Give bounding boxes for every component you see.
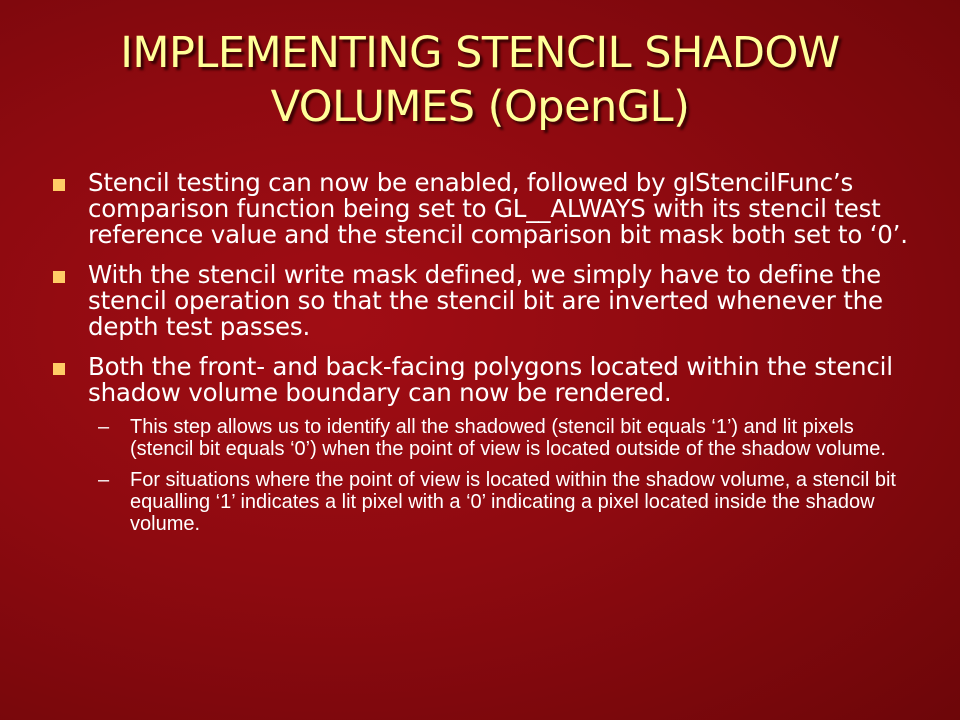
slide-body: [50, 170, 920, 544]
bullet-item: [50, 170, 920, 248]
sub-bullet-text: This step allows us to identify all the shadowed (stencil bit equals ‘1’) and lit pixels (stencil bit equals ‘0’) when the point of view is located outside of the shadow volume.: [130, 416, 886, 460]
dash-bullet-icon: –: [98, 416, 110, 438]
sub-bullet-text: For situations where the point of view is located within the shadow volume, a stencil bit equalling ‘1’ indicates a lit pixel with a ‘0’ indicating a pixel located inside the shadow volume.: [130, 469, 896, 535]
square-bullet-icon: [53, 363, 65, 375]
slide-title-line-1: IMPLEMENTING STENCIL SHADOW: [120, 28, 840, 78]
bullet-text: With the stencil write mask defined, we simply have to define the stencil operation so that the stencil bit are inverted whenever the depth test passes.: [88, 260, 883, 341]
sub-bullet-item: [50, 469, 920, 535]
slide-title-line-2: VOLUMES (OpenGL): [270, 82, 690, 132]
bullet-text: Both the front- and back-facing polygons located within the stencil shadow volume boundary can now be rendered.: [88, 352, 893, 407]
bullet-item: [50, 354, 920, 406]
square-bullet-icon: [53, 271, 65, 283]
bullet-text: Stencil testing can now be enabled, followed by glStencilFunc’s comparison function being set to GL__ALWAYS with its stencil test reference value and the stencil comparison bit mask both set to ‘0’.: [88, 168, 908, 249]
slide-title: [40, 26, 920, 134]
square-bullet-icon: [53, 179, 65, 191]
bullet-item: [50, 262, 920, 340]
dash-bullet-icon: –: [98, 469, 110, 491]
sub-bullet-item: [50, 416, 920, 460]
